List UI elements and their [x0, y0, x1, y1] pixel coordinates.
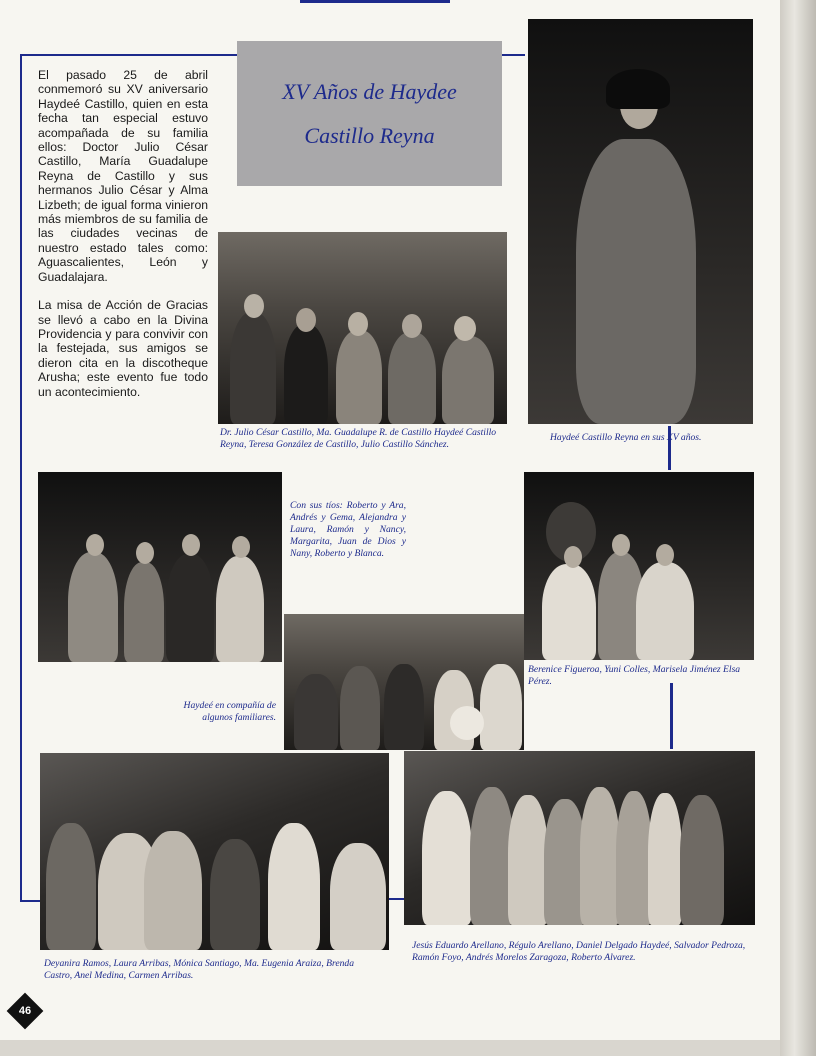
page-number: 46 — [18, 1005, 32, 1017]
caption-uncles-photo: Con sus tíos: Roberto y Ara, Andrés y Gema, Alejandra y Laura, Ramón y Nancy, Margarita, Juan de Dios y Nany, Roberto y Blanca. — [290, 500, 406, 559]
caption-portrait-photo: Haydeé Castillo Reyna en sus XV años. — [550, 432, 702, 443]
portrait-photo — [528, 19, 753, 424]
girls-photo — [40, 753, 389, 950]
relatives-photo — [284, 614, 524, 750]
uncles-photo — [38, 472, 282, 662]
intro-paragraph-1: El pasado 25 de abril conmemoró su XV aniversario Haydeé Castillo, quien en esta fecha tan especial estuvo acompañada de su familia ellos: Doctor Julio César Castillo, María Guadalupe Reyna de Castillo y sus hermanos Julio César y Alma Lizbeth; de igual forma vinieron más miembros de su familia de las ciudades vecinas de nuestro estado tales como: Aguascalientes, León y Guadalajara. — [38, 68, 208, 284]
article-title-line-2: Castillo Reyna — [304, 122, 435, 148]
caption-relatives-photo: Haydeé en compañía de algunos familiares. — [183, 700, 276, 723]
boys-photo — [404, 751, 755, 925]
frame-bottom-line — [20, 900, 40, 902]
article-title-box — [237, 41, 502, 186]
caption-boys-photo: Jesús Eduardo Arellano, Régulo Arellano, Daniel Delgado Haydeé, Salvador Pedroza, Ramón Foyo, Andrés Morelos Zaragoza, Roberto Alvarez. — [412, 940, 746, 963]
caption-friends-three-photo: Berenice Figueroa, Yuni Colles, Marisela Jiménez Elsa Pérez. — [528, 664, 741, 687]
frame-connector-2 — [670, 683, 673, 749]
page-number-badge — [7, 993, 44, 1030]
page-edge — [780, 0, 816, 1056]
intro-text — [38, 68, 208, 413]
caption-girls-photo: Deyanira Ramos, Laura Arribas, Mónica Santiago, Ma. Eugenia Araiza, Brenda Castro, Anel Medina, Carmen Arribas. — [44, 958, 355, 981]
friends-three-photo — [524, 472, 754, 660]
top-rule — [300, 0, 450, 3]
frame-left-line — [20, 54, 22, 902]
frame-connector-3 — [388, 898, 404, 900]
article-title-line-1: XV Años de Haydee — [282, 78, 457, 104]
caption-family-photo: Dr. Julio César Castillo, Ma. Guadalupe R. de Castillo Haydeé Castillo Reyna, Teresa González de Castillo, Julio Castillo Sánchez. — [220, 427, 497, 450]
family-photo — [218, 232, 507, 424]
intro-paragraph-2: La misa de Acción de Gracias se llevó a cabo en la Divina Providencia y para convivir con la festejada, sus amigos se dieron cita en la discotheque Arusha; este evento fue todo un acontecimiento. — [38, 298, 208, 399]
